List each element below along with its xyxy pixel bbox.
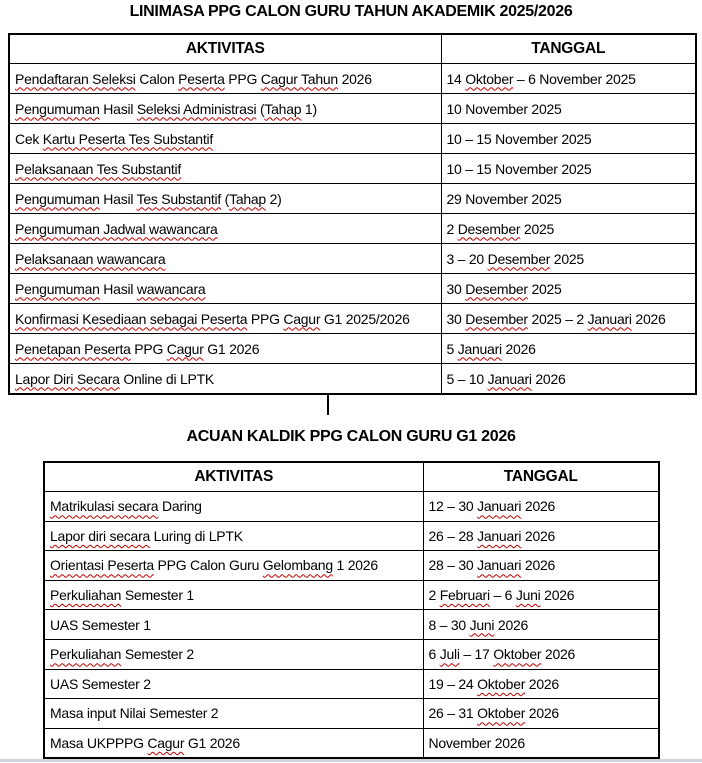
aktivitas-cell [44,551,423,581]
misspelled-text: Pendaftaran Seleksi [15,70,136,87]
table-row [44,699,659,729]
table-row [9,94,696,124]
tanggal-cell [441,64,696,94]
aktivitas-column-header: AKTIVITAS [44,462,423,492]
text-segment: 2025 [550,250,584,267]
misspelled-text: Desember [457,220,521,237]
linimasa-table-header [9,34,696,64]
text-segment: 2 [428,587,440,604]
table-row [44,521,659,551]
text-segment: Masa input Nilai Semester 2 [50,705,219,722]
tanggal-column-header: TANGGAL [423,462,659,492]
text-segment: 8 – 30 [428,616,470,633]
text-segment: 26 – 31 [428,705,478,722]
linimasa-table-body [9,64,696,395]
misspelled-text: Perkuliahan [50,587,122,604]
misspelled-text: Kartu Peserta Tes Substantif [42,130,213,147]
text-segment: 2025 – 2 [527,310,588,327]
misspelled-text: Pengumuman [15,100,100,117]
tanggal-cell [423,492,659,522]
table-row [9,274,696,304]
misspelled-text: Tahap [264,100,302,117]
tanggal-cell [423,669,659,699]
tanggal-cell [441,304,696,334]
text-segment: 2) [265,190,282,207]
text-segment: 2026 [540,587,575,604]
text-segment: Luring di LPTK [150,527,243,544]
aktivitas-cell [44,610,423,640]
aktivitas-cell [44,699,423,729]
aktivitas-cell [44,669,423,699]
misspelled-text: Januari [457,340,502,357]
text-segment: 2025 [520,220,555,237]
text-segment: 3 – 20 [446,250,488,267]
text-segment: Hasil [99,190,137,207]
misspelled-text: Cagur [147,735,185,752]
tanggal-cell [441,244,696,274]
text-segment: Hasil [99,280,137,297]
text-segment: PPG Calon Guru [153,557,263,574]
misspelled-text: Oktober [493,646,542,663]
header-row [44,462,659,492]
window-bottom-edge [0,759,702,762]
misspelled-text: Perkuliahan [50,646,122,663]
aktivitas-cell [9,124,441,154]
aktivitas-cell [9,154,441,184]
text-segment: Hasil [99,100,137,117]
table-row [9,304,696,334]
misspelled-text: Pengumuman [15,280,100,297]
kaldik-table-body [44,492,659,759]
text-segment: 28 – 30 [428,557,478,574]
misspelled-text: Oktober [477,675,526,692]
text-segment: ( [256,100,265,117]
misspelled-text: wawancara [136,280,206,297]
tanggal-cell [423,728,659,758]
misspelled-text: Penetapan Peserta [15,340,131,357]
header-row [9,34,696,64]
tanggal-cell [441,364,696,395]
tanggal-cell [441,94,696,124]
misspelled-text: Konfirmasi Kesediaan sebagai Peserta [15,310,248,327]
text-segment: 2026 [337,70,372,87]
text-segment: 5 – 10 [446,370,488,387]
misspelled-text: Juli [439,646,460,663]
text-segment: UAS Semester 2 [50,675,151,692]
text-segment: 2026 [521,527,556,544]
tanggal-cell [441,214,696,244]
tanggal-cell [441,334,696,364]
table-row [44,639,659,669]
tanggal-cell [423,551,659,581]
text-segment: PPG [224,70,261,87]
text-segment: 2026 [525,705,559,722]
text-segment: 1 2026 [332,557,378,574]
table-row [9,154,696,184]
misspelled-text: Tahap [229,190,266,207]
aktivitas-cell [44,492,423,522]
aktivitas-cell [9,304,441,334]
misspelled-text: Orientasi Peserta [50,557,154,574]
aktivitas-cell [9,244,441,274]
table-row [9,214,696,244]
text-segment: 2026 [501,340,536,357]
misspelled-text: Januari [477,498,522,515]
aktivitas-cell [44,580,423,610]
text-segment: 14 [446,70,466,87]
text-segment: – 17 [459,646,494,663]
text-segment: Cek [15,130,43,147]
misspelled-text: Tes Substantif [136,190,222,207]
text-segment: 26 – 28 [428,527,478,544]
text-segment: 12 – 30 [428,498,478,515]
text-segment: 2 [446,220,458,237]
misspelled-text: Februari [439,587,490,604]
table-row [9,334,696,364]
text-segment: 30 [446,310,466,327]
tanggal-cell [423,699,659,729]
aktivitas-cell [9,184,441,214]
text-segment: Calon [135,70,179,87]
aktivitas-cell [9,364,441,395]
text-segment: 2026 [521,498,556,515]
table-row [9,364,696,395]
aktivitas-cell [9,94,441,124]
table-row [44,492,659,522]
misspelled-text: Seleksi Administrasi [136,100,257,117]
text-segment: 19 – 24 [428,675,478,692]
text-segment: Daring [158,498,202,515]
linimasa-title: LINIMASA PPG CALON GURU TAHUN AKADEMIK 2025/2026 [129,3,573,20]
aktivitas-cell [9,64,441,94]
aktivitas-cell [44,521,423,551]
text-segment: PPG [247,310,284,327]
table-row [44,580,659,610]
text-segment: 2026 [521,557,556,574]
text-segment: 29 November 2025 [446,190,562,207]
kaldik-table [43,461,660,759]
kaldik-title: ACUAN KALDIK PPG CALON GURU G1 2026 [186,428,516,445]
misspelled-text: Lapor Diri Secara [15,370,120,387]
text-segment: 5 [446,340,458,357]
text-segment: 2026 [541,646,576,663]
table-row [9,124,696,154]
text-segment: November 2026 [428,735,525,752]
text-segment: 30 [446,280,466,297]
tanggal-column-header: TANGGAL [441,34,696,64]
misspelled-text: Juni [515,587,541,604]
aktivitas-cell [9,334,441,364]
text-segment: 6 [428,646,440,663]
misspelled-text: Pelaksanaan Tes Substantif [15,160,182,177]
table-row [44,551,659,581]
text-segment: Semester 1 [121,587,194,604]
table-row [44,728,659,758]
misspelled-text: Cagur Tahun [260,70,338,87]
text-segment: Semester 2 [121,646,194,663]
text-segment: 2026 [494,616,529,633]
table-row [9,244,696,274]
linimasa-table [8,33,697,395]
table-connector-line [327,393,329,415]
text-segment: 2026 [531,370,566,387]
misspelled-text: Oktober [477,705,526,722]
aktivitas-cell [44,728,423,758]
misspelled-text: Matrikulasi secara [50,498,159,515]
aktivitas-cell [9,274,441,304]
aktivitas-cell [44,639,423,669]
misspelled-text: Januari [477,527,522,544]
tanggal-cell [423,580,659,610]
misspelled-text: Pengumuman Jadwal wawancara [15,220,218,237]
text-segment: – 6 [489,587,516,604]
text-segment: Online di LPTK [119,370,214,387]
text-segment: G1 2026 [184,735,240,752]
misspelled-text: Januari [587,310,632,327]
misspelled-text: Peserta [178,70,225,87]
text-segment: – 6 November 2025 [513,70,636,87]
text-segment: Masa UKPPPG [50,735,148,752]
text-segment: ( [221,190,230,207]
tanggal-cell [423,521,659,551]
aktivitas-cell [9,214,441,244]
table-row [44,669,659,699]
text-segment: 10 November 2025 [446,100,562,117]
text-segment: 10 – 15 November 2025 [446,130,592,147]
tanggal-cell [441,274,696,304]
text-segment: G1 2026 [203,340,260,357]
table-row [9,184,696,214]
text-segment: G1 2025/2026 [320,310,410,327]
text-segment: UAS Semester 1 [50,616,151,633]
text-segment: 1) [301,100,317,117]
text-segment: 2025 [527,280,562,297]
misspelled-text: Desember [487,250,551,267]
misspelled-text: Juni [469,616,495,633]
aktivitas-column-header: AKTIVITAS [9,34,441,64]
table-row [9,64,696,94]
misspelled-text: Lapor diri secara [50,527,151,544]
text-segment: PPG [130,340,167,357]
misspelled-text: Januari [477,557,522,574]
tanggal-cell [441,184,696,214]
text-segment: 2026 [631,310,666,327]
misspelled-text: Desember [465,280,528,297]
tanggal-cell [423,610,659,640]
tanggal-cell [441,124,696,154]
misspelled-text: Januari [487,370,532,387]
tanggal-cell [423,639,659,669]
misspelled-text: Oktober [465,70,514,87]
misspelled-text: Pengumuman [15,190,100,207]
text-segment: 10 – 15 November 2025 [446,160,592,177]
tanggal-cell [441,154,696,184]
misspelled-text: Pelaksanaan wawancara [15,250,166,267]
text-segment: 2026 [525,675,559,692]
table-row [44,610,659,640]
misspelled-text: Desember [465,310,528,327]
kaldik-table-header [44,462,659,492]
misspelled-text: Cagur [166,340,204,357]
misspelled-text: Gelombang [262,557,333,574]
misspelled-text: Cagur [283,310,321,327]
